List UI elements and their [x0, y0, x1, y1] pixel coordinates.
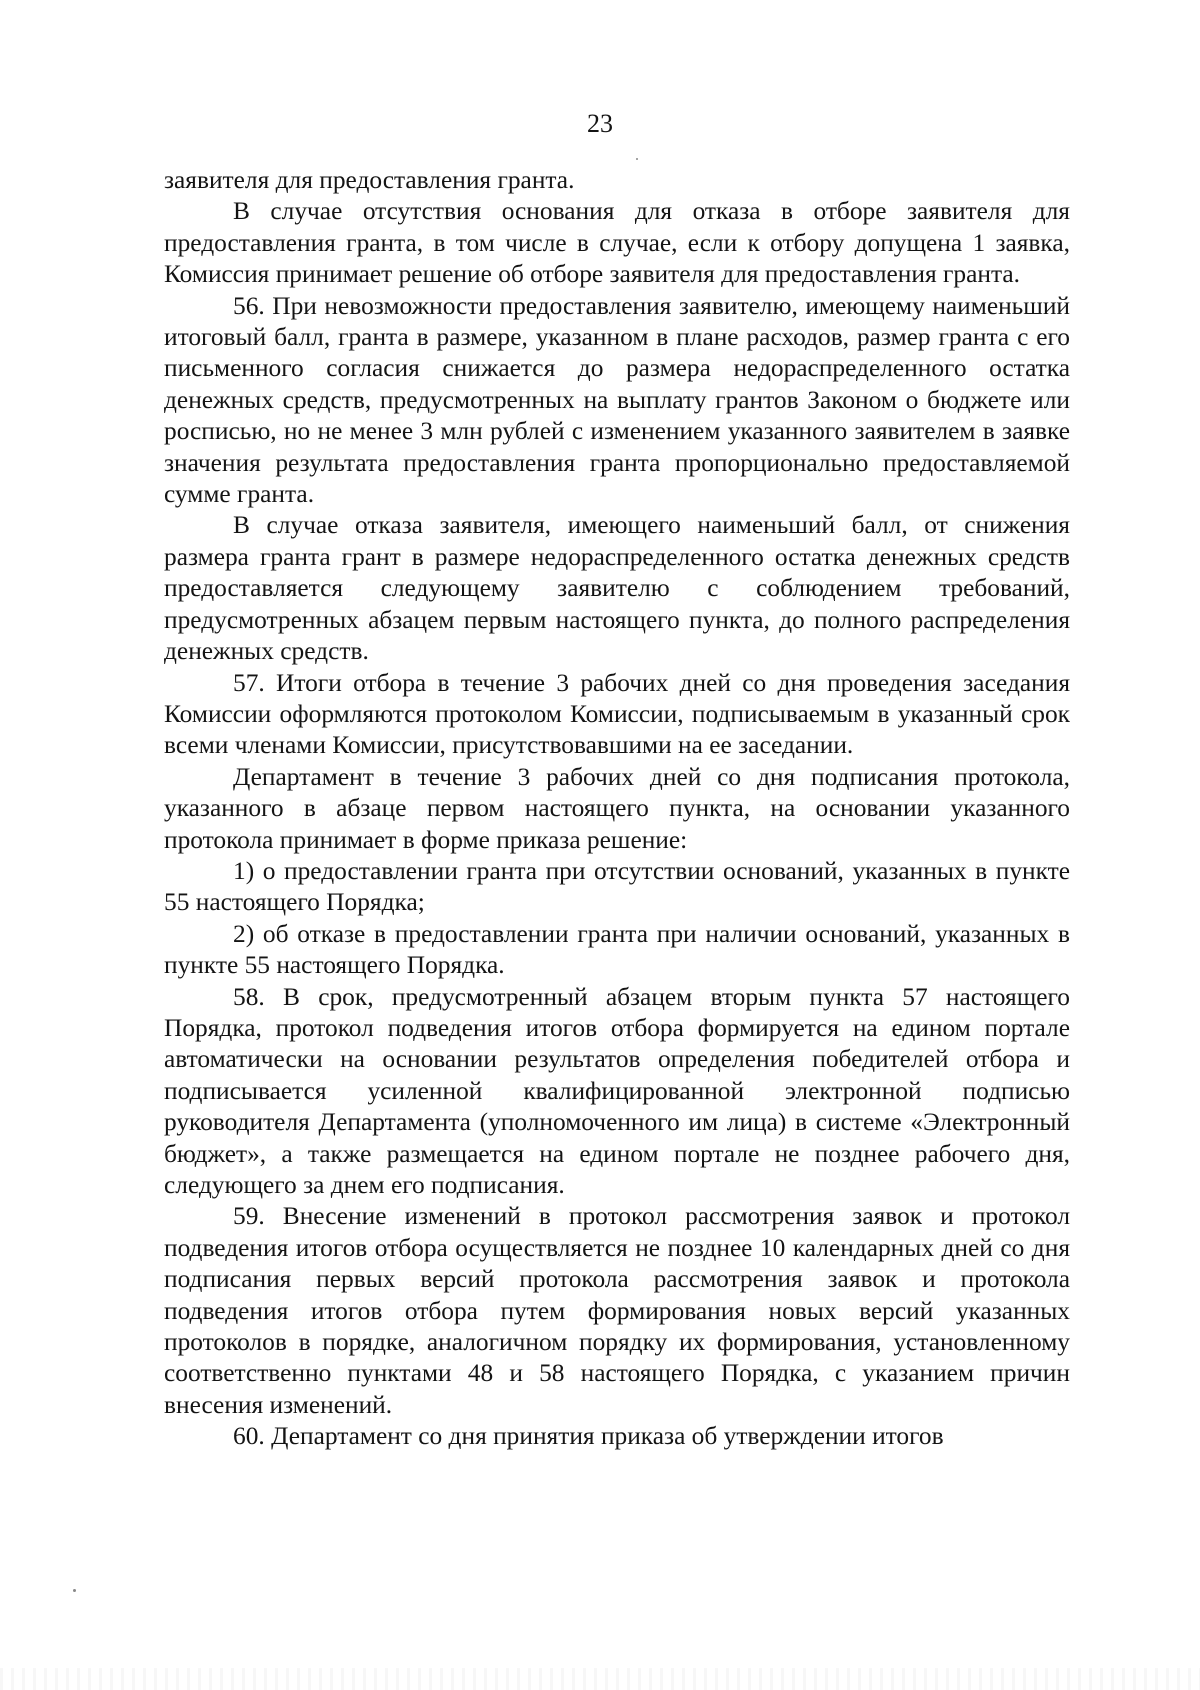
document-body — [164, 165, 1070, 1453]
scan-edge-noise — [0, 1668, 1200, 1690]
paragraph-item-57: 57. Итоги отбора в течение 3 рабочих дней со дня проведения заседания Комиссии оформляются протоколом Комиссии, подписываемым в указанный срок всеми членами Комиссии, присутствовавшими на ее заседании. — [164, 668, 1070, 760]
page-number: 23 — [587, 109, 613, 138]
scan-speck — [636, 158, 638, 160]
paragraph-item-59: 59. Внесение изменений в протокол рассмотрения заявок и протокол подведения итогов отбора осуществляется не позднее 10 календарных дней со дня подписания первых версий протокола рассмотрения заявок и протокола подведения итогов отбора путем формирования новых версий указанных протоколов в порядке, аналогичном порядку их формирования, установленному соответственно пунктами 48 и 58 настоящего Порядка, с указанием причин внесения изменений. — [164, 1202, 1070, 1419]
paragraph-item-58: 58. В срок, предусмотренный абзацем вторым пункта 57 настоящего Порядка, протокол подведения итогов отбора формируется на едином портале автоматически на основании результатов определения победителей отбора и подписывается усиленной квалифицированной электронной подписью руководителя Департамента (уполномоченного им лица) в системе «Электронный бюджет», а также размещается на едином портале не позднее рабочего дня, следующего за днем его подписания. — [164, 982, 1070, 1199]
paragraph-item-60: 60. Департамент со дня принятия приказа об утверждении итогов — [233, 1422, 944, 1451]
paragraph-continuation: заявителя для предоставления гранта. — [164, 166, 575, 194]
scan-speck — [73, 1589, 76, 1592]
list-item-2: 2) об отказе в предоставлении гранта при наличии оснований, указанных в пункте 55 настоящего Порядка. — [164, 919, 1070, 980]
paragraph: В случае отказа заявителя, имеющего наименьший балл, от снижения размера гранта грант в размере недораспределенного остатка денежных средств предоставляется следующему заявителю с соблюдением требований, предусмотренных абзацем первым настоящего пункта, до полного распределения денежных средств. — [164, 511, 1070, 666]
paragraph: Департамент в течение 3 рабочих дней со дня подписания протокола, указанного в абзаце первом настоящего пункта, на основании указанного протокола принимает в форме приказа решение: — [164, 762, 1070, 854]
paragraph: В случае отсутствия основания для отказа в отборе заявителя для предоставления гранта, в том числе в случае, если к отбору допущена 1 заявка, Комиссия принимает решение об отборе заявителя для предоставления гранта. — [164, 197, 1070, 289]
list-item-1: 1) о предоставлении гранта при отсутствии оснований, указанных в пункте 55 настоящего Порядка; — [164, 856, 1070, 917]
paragraph-item-56: 56. При невозможности предоставления заявителю, имеющему наименьший итоговый балл, гранта в размере, указанном в плане расходов, размер гранта с его письменного согласия снижается до размера недораспределенного остатка денежных средств, предусмотренных на выплату грантов Законом о бюджете или росписью, но не менее 3 млн рублей с изменением указанного заявителем в заявке значения результата предоставления гранта пропорционально предоставляемой сумме гранта. — [164, 291, 1070, 509]
